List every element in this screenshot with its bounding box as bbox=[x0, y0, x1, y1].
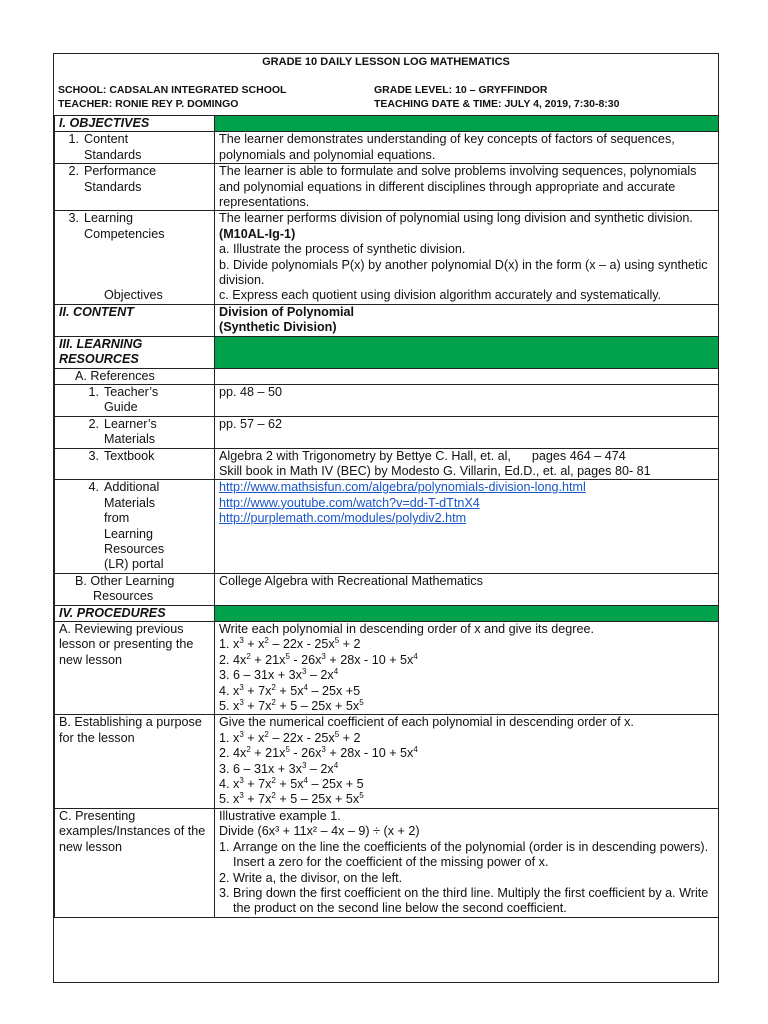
procedure-a-row bbox=[55, 622, 719, 715]
mathsisfun-link[interactable]: http://www.mathsisfun.com/algebra/polynomials-division-long.html bbox=[219, 480, 586, 495]
poly-item: 3. $6 - 31x + 3x^3 - 2x^4$ bbox=[219, 667, 339, 683]
learners-materials-label: 2. Learner’s Materials bbox=[55, 416, 215, 448]
objectives-heading-row bbox=[55, 116, 719, 132]
document-title: GRADE 10 DAILY LESSON LOG MATHEMATICS bbox=[262, 56, 510, 68]
poly-item: 5. $x^3 + 7x^2 + 5 - 25x + 5x^5$ bbox=[219, 697, 364, 714]
lr-portal-links bbox=[215, 480, 719, 573]
section-color-bar bbox=[215, 605, 719, 621]
textbook-row bbox=[55, 448, 719, 480]
content-topic: Division of Polynomial (Synthetic Division) bbox=[215, 304, 719, 336]
procedure-c-row bbox=[55, 808, 719, 917]
procedure-b-label: B. Establishing a purpose for the lesson bbox=[55, 715, 215, 808]
textbook-values: Algebra 2 with Trigonometry by Bettye C. Hall, et. al, pages 464 – 474 Skill book in Math IV (BEC) by Modesto G. Villarin, Ed.D., et. al, pages 80- 81 bbox=[215, 448, 719, 480]
resources-heading-row bbox=[55, 336, 719, 368]
performance-standards-label: 2. Performance Standards bbox=[55, 164, 215, 211]
procedure-c-content bbox=[215, 808, 719, 917]
content-standards-label: 1. Content Standards bbox=[55, 132, 215, 164]
objectives-label: Objectives bbox=[104, 288, 163, 303]
other-resources-row bbox=[55, 573, 719, 605]
content-heading: II. CONTENT bbox=[55, 304, 215, 336]
poly-item: 3. $6 - 31x + 3x^3 - 2x^4$ bbox=[219, 760, 339, 776]
poly-item: 2. $4x^2 + 21x^5 - 26x^3 + 28x - 10 + 5x^4$ bbox=[219, 745, 418, 761]
content-standards-row bbox=[55, 132, 719, 164]
section-color-bar bbox=[215, 336, 719, 368]
procedure-a-content: Write each polynomial in descending order of x and give its degree. 1. $x^3 + x^2 - 22x - 25x^5 + 2$ 2. $4x^2 + 21x^5 - 26x^3 + 28x - 10 + 5x^4$ 3. $6 - 31x + 3x^3 - 2x^4$ 4. $x^3 + 7x^2 + 5x^4 - 25x +5$ 5. $x^3 + 7x^2 + 5 - 25x + 5x^5$ bbox=[215, 622, 719, 715]
procedure-b-row bbox=[55, 715, 719, 808]
procedure-c-label: C. Presenting examples/Instances of the new lesson bbox=[55, 808, 215, 917]
procedure-a-label: A. Reviewing previous lesson or presenting the new lesson bbox=[55, 622, 215, 715]
section-color-bar bbox=[215, 116, 719, 132]
performance-standards-text: The learner is able to formulate and solve problems involving sequences, polynomials and polynomial equations in different disciplines through appropriate and accurate representations. bbox=[215, 164, 719, 211]
steps-list bbox=[219, 840, 714, 917]
references-label: A. References bbox=[55, 368, 215, 384]
youtube-link[interactable]: http://www.youtube.com/watch?v=dd-T-dTtnX4 bbox=[219, 495, 480, 510]
poly-item: 1. $x^3 + x^2 - 22x - 25x^5 + 2$ bbox=[219, 636, 361, 652]
learning-competencies-text: The learner performs division of polynomial using long division and synthetic division. (M10AL-Ig-1) a. Illustrate the process of synthetic division. b. Divide polynomials P(x) by another polynomial D(x) in the form (x – a) using synthetic division. c. Express each quotient using division algorithm accurately and systematically. bbox=[215, 211, 719, 304]
objective-a: a. Illustrate the process of synthetic division. bbox=[219, 242, 466, 257]
purplemath-link[interactable]: http://purplemath.com/modules/polydiv2.htm bbox=[219, 511, 467, 526]
other-resources-label: B. Other Learning Resources bbox=[55, 573, 215, 605]
teaching-date: TEACHING DATE & TIME: JULY 4, 2019, 7:30-8:30 bbox=[374, 98, 620, 110]
list-item: 1. Arrange on the line the coefficients of the polynomial (order is in descending powers). Insert a zero for the coefficient of the missing power of x. bbox=[219, 839, 709, 870]
competency-code: (M10AL-Ig-1) bbox=[219, 226, 296, 241]
objective-b: b. Divide polynomials P(x) by another polynomial D(x) in the form (x – a) using synthetic division. bbox=[219, 257, 708, 288]
school-name: SCHOOL: CADSALAN INTEGRATED SCHOOL bbox=[58, 84, 287, 96]
poly-item: 1. $x^3 + x^2 - 22x - 25x^5 + 2$ bbox=[219, 729, 361, 745]
content-row bbox=[55, 304, 719, 336]
objective-c: c. Express each quotient using division algorithm accurately and systematically. bbox=[219, 288, 662, 303]
teacher-name: TEACHER: RONIE REY P. DOMINGO bbox=[58, 98, 239, 110]
content-standards-text: The learner demonstrates understanding of key concepts of factors of sequences, polynomials and polynomial equations. bbox=[215, 132, 719, 164]
textbook-label: 3. Textbook bbox=[55, 448, 215, 480]
learners-materials-row bbox=[55, 416, 719, 448]
resources-heading: III. LEARNING RESOURCES bbox=[55, 336, 215, 368]
objectives-heading: I. OBJECTIVES bbox=[55, 116, 215, 132]
list-item: 3. Bring down the first coefficient on the third line. Multiply the first coefficient by a. Write the product on the second line below the second coefficient. bbox=[219, 885, 709, 916]
teachers-guide-pages: pp. 48 – 50 bbox=[215, 384, 719, 416]
procedures-heading-row bbox=[55, 605, 719, 621]
references-row bbox=[55, 368, 719, 384]
poly-item: 2. $4x^2 + 21x^5 - 26x^3 + 28x - 10 + 5x^4$ bbox=[219, 651, 418, 667]
example-title: Illustrative example 1. bbox=[219, 808, 341, 823]
procedure-b-content: Give the numerical coefficient of each polynomial in descending order of x. 1. $x^3 + x^2 - 22x - 25x^5 + 2$ 2. $4x^2 + 21x^5 - 26x^3 + 28x - 10 + 5x^4$ 3. $6 - 31x + 3x^3 - 2x^4$ 4. $x^3 + 7x^2 + 5x^4 - 25x + 5$ 5. $x^3 + 7x^2 + 5 - 25x + 5x^5$ bbox=[215, 715, 719, 808]
lesson-table bbox=[54, 115, 719, 918]
other-resources-value: College Algebra with Recreational Mathematics bbox=[215, 573, 719, 605]
example-expression: Divide (6x³ + 11x² – 4x – 9) ÷ (x + 2) bbox=[219, 824, 420, 839]
teachers-guide-label: 1. Teacher’s Guide bbox=[55, 384, 215, 416]
grade-level: GRADE LEVEL: 10 – GRYFFINDOR bbox=[374, 84, 548, 96]
learning-competencies-row bbox=[55, 211, 719, 304]
performance-standards-row bbox=[55, 164, 719, 211]
lesson-log-page bbox=[53, 53, 719, 983]
procedures-heading: IV. PROCEDURES bbox=[55, 605, 215, 621]
additional-materials-row bbox=[55, 480, 719, 573]
teachers-guide-row bbox=[55, 384, 719, 416]
poly-item: 4. $x^3 + 7x^2 + 5x^4 - 25x +5$ bbox=[219, 682, 361, 698]
learning-competencies-label: 3. Learning Competencies Objectives bbox=[55, 211, 215, 304]
list-item: 2. Write a, the divisor, on the left. bbox=[219, 870, 403, 885]
poly-item: 4. $x^3 + 7x^2 + 5x^4 - 25x + 5$ bbox=[219, 775, 364, 792]
poly-item: 5. $x^3 + 7x^2 + 5 - 25x + 5x^5$ bbox=[219, 791, 364, 807]
additional-materials-label: 4. Additional Materials from Learning Resources (LR) portal bbox=[55, 480, 215, 573]
learners-materials-pages: pp. 57 – 62 bbox=[215, 416, 719, 448]
